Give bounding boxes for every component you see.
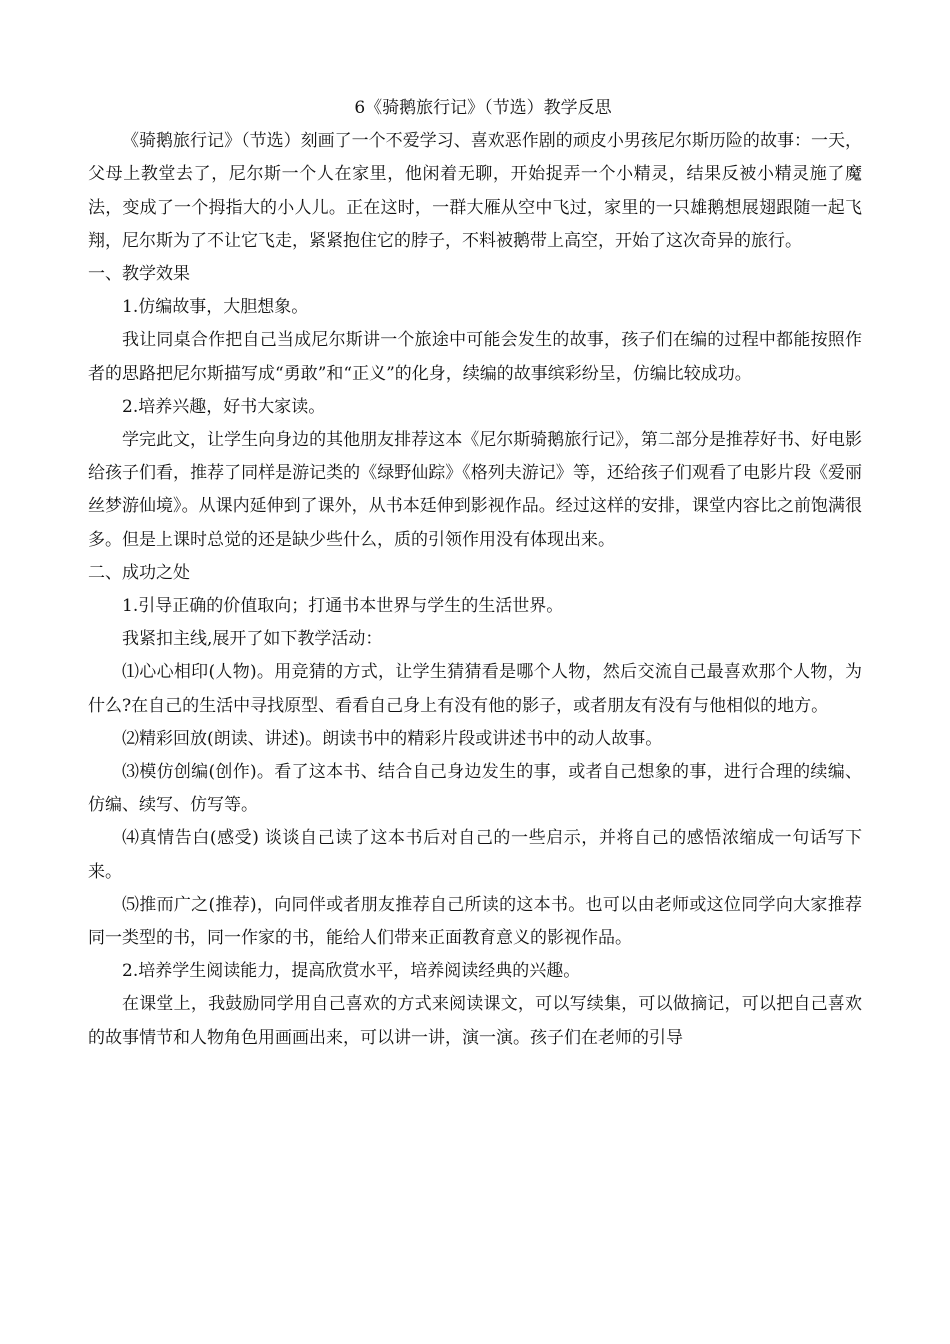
document-page <box>88 92 862 1055</box>
paragraph-item-1: 1.仿编故事，大胆想象。 <box>122 297 309 318</box>
paragraph-activity-2: ⑵精彩回放(朗读、讲述)。朗读书中的精彩片段或讲述书中的动人故事。 <box>122 728 663 749</box>
paragraph-activity-5: ⑸推而广之(推荐)，向同伴或者朋友推荐自己所读的这本书。也可以由老师或这位同学向大家推荐同一类型的书，同一作家的书，能给人们带来正面教育意义的影视作品。 <box>88 894 862 949</box>
paragraph-activity-4: ⑷真情告白(感受) 谈谈自己读了这本书后对自己的一些启示，并将自己的感悟浓缩成一句话写下来。 <box>88 828 862 882</box>
paragraph-activity-1: ⑴心心相印(人物)。用竞猜的方式，让学生猜猜看是哪个人物，然后交流自己最喜欢那个人物，为什么?在自己的生活中寻找原型、看看自己身上有没有他的影子，或者朋友有没有与他相似的地方。 <box>88 662 862 716</box>
paragraph-activities-intro: 我紧扣主线,展开了如下教学活动： <box>122 629 383 650</box>
paragraph-success-1: 1.引导正确的价值取向；打通书本世界与学生的生活世界。 <box>122 596 564 617</box>
paragraph-intro: 《骑鹅旅行记》（节选）刻画了一个不爱学习、喜欢恶作剧的顽皮小男孩尼尔斯历险的故事：一天，父母上教堂去了，尼尔斯一个人在家里，他闲着无聊，开始捉弄一个小精灵，结果反被小精灵施了魔法，变成了一个拇指大的小人儿。正在这时，一群大雁从空中飞过，家里的一只雄鹅想展翅跟随一起飞翔，尼尔斯为了不让它飞走，紧紧抱住它的脖子，不料被鹅带上高空，开始了这次奇异的旅行。 <box>88 131 862 251</box>
paragraph-story-writing: 我让同桌合作把自己当成尼尔斯讲一个旅途中可能会发生的故事，孩子们在编的过程中都能按照作者的思路把尼尔斯描写成“勇敢”和“正义”的化身，续编的故事缤彩纷呈，仿编比较成功。 <box>88 330 862 384</box>
section-heading-successes: 二、成功之处 <box>88 562 190 583</box>
paragraph-activity-3: ⑶模仿创编(创作)。看了这本书、结合自己身边发生的事，或者自己想象的事，进行合理的续编、仿编、续写、仿写等。 <box>88 762 862 816</box>
paragraph-classroom-reading: 在课堂上，我鼓励同学用自己喜欢的方式来阅读课文，可以写续集，可以做摘记，可以把自己喜欢的故事情节和人物角色用画画出来，可以讲一讲，演一演。孩子们在老师的引导 <box>88 994 862 1048</box>
document-title: 6《骑鹅旅行记》（节选）教学反思 <box>354 98 612 118</box>
paragraph-recommend-books: 学完此文，让学生向身边的其他朋友排荐这本《尼尔斯骑鹅旅行记》，第二部分是推荐好书、好电影给孩子们看，推荐了同样是游记类的《绿野仙踪》《格列夫游记》等，还给孩子们观看了电影片段《爱丽丝梦游仙境》。从课内延伸到了课外，从书本廷伸到影视作品。经过这样的安排，课堂内容比之前饱满很多。但是上课时总觉的还是缺少些什么，质的引领作用没有体现出来。 <box>88 430 862 550</box>
section-heading-teaching-effect: 一、教学效果 <box>88 264 190 285</box>
paragraph-item-2: 2.培养兴趣，好书大家读。 <box>122 396 326 417</box>
paragraph-success-2: 2.培养学生阅读能力，提高欣赏水平，培养阅读经典的兴趣。 <box>122 961 581 982</box>
